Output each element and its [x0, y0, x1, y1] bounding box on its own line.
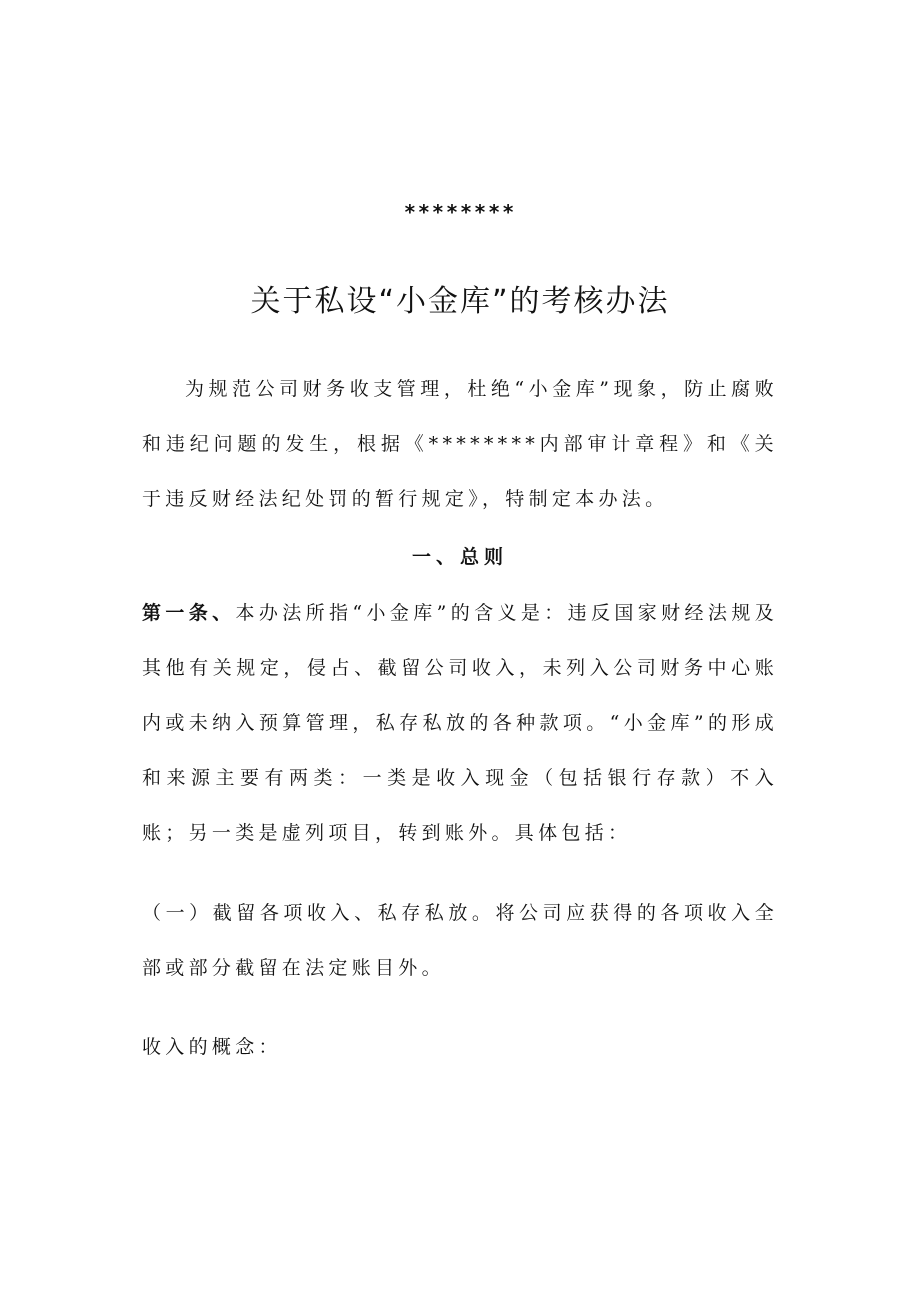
article-1-label: 第一条、 [142, 602, 236, 624]
item-1-paragraph: （一）截留各项收入、私存私放。将公司应获得的各项收入全部或部分截留在法定账目外。 [142, 902, 778, 979]
document-title: 关于私设“小金库”的考核办法 [250, 284, 670, 319]
section-heading-general: 一、总则 [411, 546, 508, 568]
organization-name: ******** [403, 200, 517, 224]
article-1-text: 本办法所指“小金库”的含义是：违反国家财经法规及其他有关规定，侵占、截留公司收入，未列入公司财务中心账内或未纳入预算管理，私存私放的各种款项。“小金库”的形成和来源主要有两类：一类是收入现金（包括银行存款）不入账；另一类是虚列项目，转到账外。具体包括： [142, 602, 778, 844]
intro-paragraph: 为规范公司财务收支管理，杜绝“小金库”现象，防止腐败和违纪问题的发生，根据《********内部审计章程》和《关于违反财经法纪处罚的暂行规定》，特制定本办法。 [142, 378, 778, 510]
income-concept-line: 收入的概念： [142, 1036, 282, 1058]
article-1-paragraph [142, 586, 778, 861]
